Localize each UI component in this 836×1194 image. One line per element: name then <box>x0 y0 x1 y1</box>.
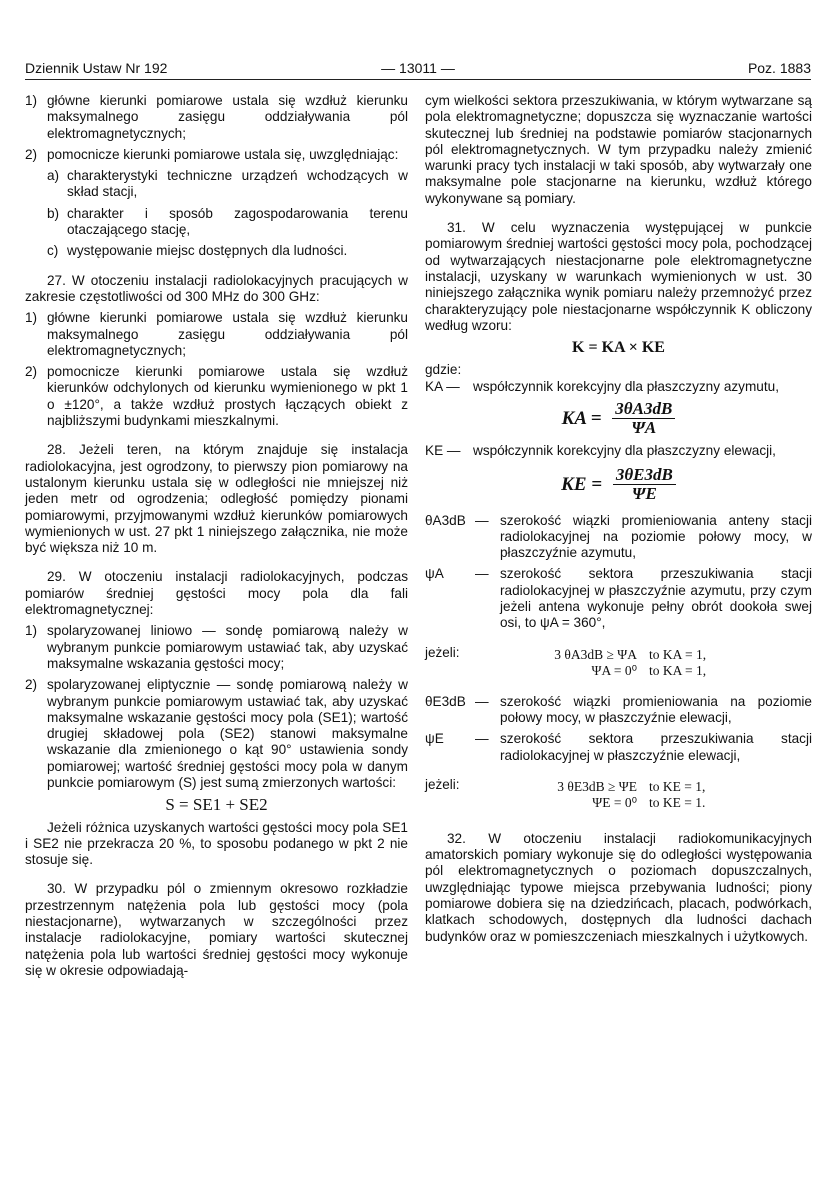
ke-definition-text: współczynnik korekcyjny dla płaszczyzny elewacji, <box>473 442 776 458</box>
p26-item-2: 2) pomocnicze kierunki pomiarowe ustala się, uwzględniając: <box>25 146 399 162</box>
left-column <box>25 93 408 979</box>
ka-lhs: KA = <box>561 407 602 429</box>
theta-e-definition: θE3dB — szerokość wiązki promieniowania na poziomie połowy mocy, w płaszczyźnie elewacji, <box>425 693 812 725</box>
cond-a1-result: to KA = 1, <box>649 646 707 662</box>
p27-item-2: 2) pomocnicze kierunki pomiarowe ustala się wzdłuż kierunków odchylonych od kierunku wymienionego w pkt 1 o ±120°, a także wzdłuż prostych łączących obiekt z najbliższymi budynkami mieszkalnymi. <box>25 364 408 429</box>
p26-item-1: 1) główne kierunki pomiarowe ustala się wzdłuż kierunku maksymalnego zasięgu oddziaływania pól elektromagnetycznych; <box>25 93 408 141</box>
gdzie-label: gdzie: <box>425 362 462 378</box>
ka-fraction <box>612 401 675 437</box>
theta-a-text: szerokość wiązki promieniowania anteny stacji radiolokacyjnej na poziomie połowy mocy, w płaszczyźnie azymutu, <box>500 512 812 561</box>
cond-a2-result: to KA = 1, <box>649 662 707 678</box>
paragraph-27: 27. W otoczeniu instalacji radiolokacyjnych pracujących w zakresie częstotliwości od 300 MHz do 300 GHz: <box>25 272 408 304</box>
ka-definition <box>425 379 812 395</box>
paragraph-30-continued: cym wielkości sektora przeszukiwania, w którym wytwarzane są pola elektromagnetyczne; dopuszcza się wyznaczanie wartości skutecznej lub średniej na podstawie pomiarów stacjonarnych pól elektromagnetycznych. W tym przypadku należy zmienić warunki pracy tych instalacji w taki sposób, aby wytwarzały one maksymalne pole stacjonarne na kierunku, wzdłuż którego wykonywane są pomiary. <box>425 93 812 206</box>
p27-item-1: 1) główne kierunki pomiarowe ustala się wzdłuż kierunku maksymalnego zasięgu oddziaływania pól elektromagnetycznych; <box>25 310 408 358</box>
p26-item-1-text: główne kierunki pomiarowe ustala się wzdłuż kierunku maksymalnego zasięgu oddziaływania pól elektromagnetycznych; <box>47 93 408 141</box>
theta-e-symbol: θE3dB <box>425 693 466 709</box>
psi-a-symbol: ψA <box>425 566 444 582</box>
p26-sub-c: c) występowanie miejsc dostępnych dla ludności. <box>47 243 348 259</box>
paragraph-31: 31. W celu wyznaczenia występującej w punkcie pomiarowym średniej wartości gęstości mocy pola, pochodzącej od wytwarzających niestacjonarne pole elektromagnetyczne instalacji, uzyskany w warunkach wymienionych w ust. 30 niniejszego załącznika wynik pomiaru należy przemnożyć przez charakteryzujący pole niestacjonarne współczynnik K obliczony według wzoru: <box>425 220 812 333</box>
formula-s-sum: S = SE1 + SE2 <box>165 795 268 815</box>
ke-symbol: KE — <box>425 442 461 458</box>
p26-sub-a: a) charakterystyki techniczne urządzeń wchodzących w skład stacji, <box>47 168 408 200</box>
right-column <box>425 93 812 945</box>
psi-e-symbol: ψE <box>425 731 444 747</box>
position-number: Poz. 1883 <box>747 60 811 76</box>
jezeli-label-a: jeżeli: <box>425 644 460 660</box>
ke-lhs: KE = <box>561 473 603 495</box>
p29-item-2: 2) spolaryzowanej eliptycznie — sondę pomiarową należy w wybranym punkcie pomiarowym ustawiać tak, aby uzyskać maksymalne wskazanie gęstości mocy pola (SE1); wartość drugiej składowej pola (SE2) stanowi maksymalne wskazanie dla zmienionego o kąt 90° ustawienia sondy pomiarowej; wartość średniej gęstości mocy pola w danym punkcie pomiarowym (S) jest sumą zmierzonych wartości: <box>25 677 408 790</box>
theta-a-symbol: θA3dB <box>425 512 466 528</box>
ke-numerator: 3θE3dB <box>613 467 676 485</box>
cond-a1: 3 θA3dB ≥ ΨA <box>554 646 637 662</box>
cond-e1-result: to KE = 1, <box>649 778 706 794</box>
paragraph-28: 28. Jeżeli teren, na którym znajduje się instalacja radiolokacyjna, jest ogrodzony, to pierwszy pion pomiarowy na ustalonym kierunku ustala się w odległości nie mniejszej niż jeden metr od ogrodzenia; odległość pomiędzy pionami pomiarowymi, przyjmowanymi wzdłuż kierunków pomiarowych wymienionych w ust. 27 pkt 1 niniejszego załącznika, nie może być większa niż 10 m. <box>25 442 408 556</box>
header-rule <box>25 79 811 80</box>
ka-numerator: 3θA3dB <box>612 401 675 419</box>
page-number: — 13011 — <box>381 60 455 76</box>
cond-e2: ΨE = 0⁰ <box>592 794 637 810</box>
paragraph-30: 30. W przypadku pól o zmiennym okresowo rozkładzie przestrzennym natężenia pola lub gęstości mocy (pola niestacjonarne), wytwarzanych w szczególności przez instalacje radiolokacyjne, pomiary wartości skutecznej natężenia pola lub wartości średniej gęstości mocy wykonuje się w okresie odpowiadają- <box>25 881 408 978</box>
paragraph-32: 32. W otoczeniu instalacji radiokomunikacyjnych amatorskich pomiary wykonuje się do odległości występowania pól elektromagnetycznych o poziomach dopuszczalnych, uwzględniając typowe miejsca przebywania ludności; piony pomiarowe dobiera się na dziedzińcach, placach, podwórkach, klatkach schodowych, dostępnych dla ludności dachach budynków oraz w pomieszczeniach mieszkalnych i użytkowych. <box>425 830 812 944</box>
journal-title: Dziennik Ustaw Nr 192 <box>25 60 168 76</box>
formula-ke <box>425 464 812 504</box>
ka-definition-text: współczynnik korekcyjny dla płaszczyzny azymutu, <box>473 378 779 394</box>
formula-k: K = KA × KE <box>572 339 665 357</box>
psi-e-definition: ψE — szerokość sektora przeszukiwania stacji radiolokacyjnej w płaszczyźnie elewacji, <box>425 731 812 763</box>
formula-ka <box>425 401 812 437</box>
cond-a2: ΨA = 0⁰ <box>591 662 637 678</box>
psi-a-text: szerokość sektora przeszukiwania stacji radiolokacyjnej w płaszczyźnie azymutu, przy czym jeżeli antena wykonuje pełny obrót dookoła swej osi, to ψA = 360°, <box>500 566 812 631</box>
p26-sub-b: b) charakter i sposób zagospodarowania terenu otaczającego stację, <box>47 205 408 238</box>
psi-a-definition: ψA — szerokość sektora przeszukiwania stacji radiolokacyjnej w płaszczyźnie azymutu, przy czym jeżeli antena wykonuje pełny obrót dookoła swej osi, to ψA = 360°, <box>425 566 812 631</box>
condition-e <box>425 777 812 813</box>
ke-definition <box>425 443 812 459</box>
p26-item-2-text: pomocnicze kierunki pomiarowe ustala się, uwzględniając: <box>47 146 399 162</box>
p29-item-1: 1) spolaryzowanej liniowo — sondę pomiarową należy w wybranym punkcie pomiarowym ustawiać tak, aby uzyskać maksymalne wskazania gęstości mocy; <box>25 623 408 671</box>
condition-a <box>425 645 812 681</box>
theta-e-text: szerokość wiązki promieniowania na poziomie połowy mocy, w płaszczyźnie elewacji, <box>500 693 812 725</box>
theta-a-definition: θA3dB — szerokość wiązki promieniowania anteny stacji radiolokacyjnej na poziomie połowy mocy, w płaszczyźnie azymutu, <box>425 512 812 561</box>
ke-fraction <box>613 464 676 504</box>
ke-denominator: ΨE <box>631 484 657 504</box>
cond-e2-result: to KE = 1. <box>649 794 706 810</box>
ka-symbol: KA — <box>425 378 460 394</box>
ka-denominator: ΨA <box>631 418 657 438</box>
cond-e1: 3 θE3dB ≥ ΨE <box>557 778 637 794</box>
p29-note: Jeżeli różnica uzyskanych wartości gęstości mocy pola SE1 i SE2 nie przekracza 20 %, to sposobu podanego w pkt 2 nie stosuje się. <box>25 819 408 868</box>
jezeli-label-e: jeżeli: <box>425 776 460 792</box>
paragraph-29: 29. W otoczeniu instalacji radiolokacyjnych, podczas pomiarów średniej gęstości mocy pola dla fali elektromagnetycznej: <box>25 569 408 618</box>
psi-e-text: szerokość sektora przeszukiwania stacji radiolokacyjnej w płaszczyźnie elewacji, <box>500 731 812 763</box>
